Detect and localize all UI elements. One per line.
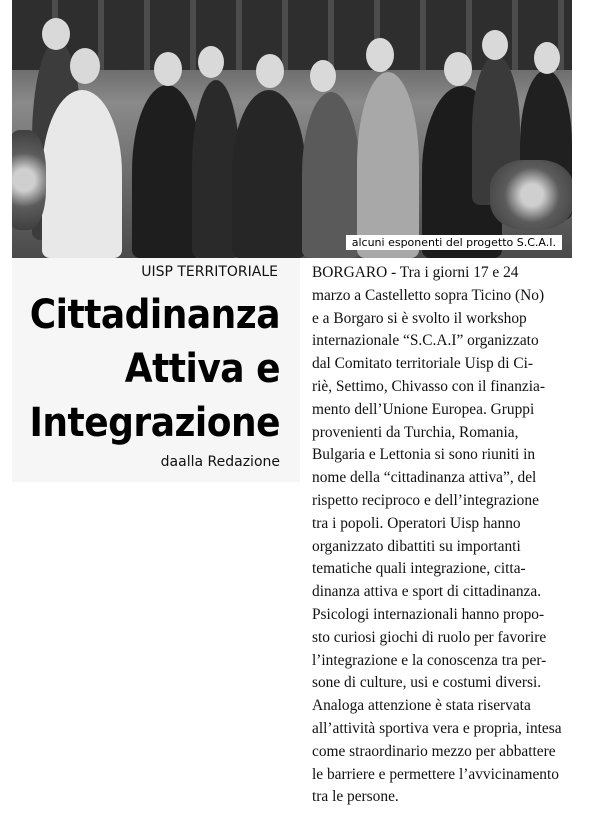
headline-line-3: Integrazione [29,400,280,446]
photo-flower-plant [490,160,572,230]
body-line: Bulgaria e Lettonia si sono riuniti in [312,446,536,464]
headline-line-2: Attiva e [124,346,280,392]
body-line: provenienti da Turchia, Romania, [312,423,519,441]
body-line: e a Borgaro si è svolto il workshop [312,309,527,327]
body-line: tra le persone. [312,788,399,806]
photo-caption: alcuni esponenti del progetto S.C.A.I. [346,235,562,250]
article-body [312,262,580,809]
body-line: sto curiosi giochi di ruolo per favorire [312,628,547,646]
photo-person-head [534,42,560,74]
group-photo [12,0,572,258]
photo-person-head [444,52,472,86]
headline-line-1: Cittadinanza [29,292,280,338]
photo-person [357,72,419,258]
body-line: marzo a Castelletto sopra Ticino (No) [312,286,545,304]
photo-person-head [310,60,336,92]
body-line: dal Comitato territoriale Uisp di Ci- [312,355,533,373]
photo-flower-plant [12,130,46,230]
photo-person-head [198,46,224,78]
body-line: rispetto reciproco e dell’integrazione [312,491,539,509]
body-line: BORGARO - Tra i giorni 17 e 24 [312,264,519,281]
body-line: le barriere e permettere l’avvicinamento [312,765,559,783]
body-line: nome della “cittadinanza attiva”, del [312,469,537,487]
body-line: l’integrazione e la conoscenza tra per- [312,651,547,669]
body-line: internazionale “S.C.A.I” organizzato [312,332,539,350]
article-headline [18,288,280,450]
body-line: Psicologi internazionali hanno propo- [312,605,545,623]
photo-person-head [70,48,100,84]
body-line: Analoga attenzione è stata riservata [312,697,531,715]
byline: daalla Redazione [160,454,280,470]
body-line: sone di culture, usi e costumi diversi. [312,674,542,692]
photo-person [42,90,122,258]
photo-person [232,90,306,258]
photo-person [302,92,360,258]
body-line: tra i popoli. Operatori Uisp hanno [312,514,521,532]
photo-person-head [482,30,508,60]
section-kicker: UISP TERRITORIALE [141,264,278,280]
photo-person-head [256,54,284,88]
photo-person-head [154,52,182,86]
body-line: come straordinario mezzo per abbattere [312,742,556,760]
body-line: all’attività sportiva vera e propria, intesa [312,719,562,737]
headline-box [12,258,300,482]
body-line: dinanza attiva e sport di cittadinanza. [312,583,542,601]
body-line: riè, Settimo, Chivasso con il finanzia- [312,377,545,395]
photo-person-head [42,18,70,50]
body-line: tematiche quali integrazione, citta- [312,560,526,578]
body-line: organizzato dibattiti su importanti [312,537,521,555]
body-line: mento dell’Unione Europea. Gruppi [312,400,535,418]
photo-person-head [366,38,394,72]
